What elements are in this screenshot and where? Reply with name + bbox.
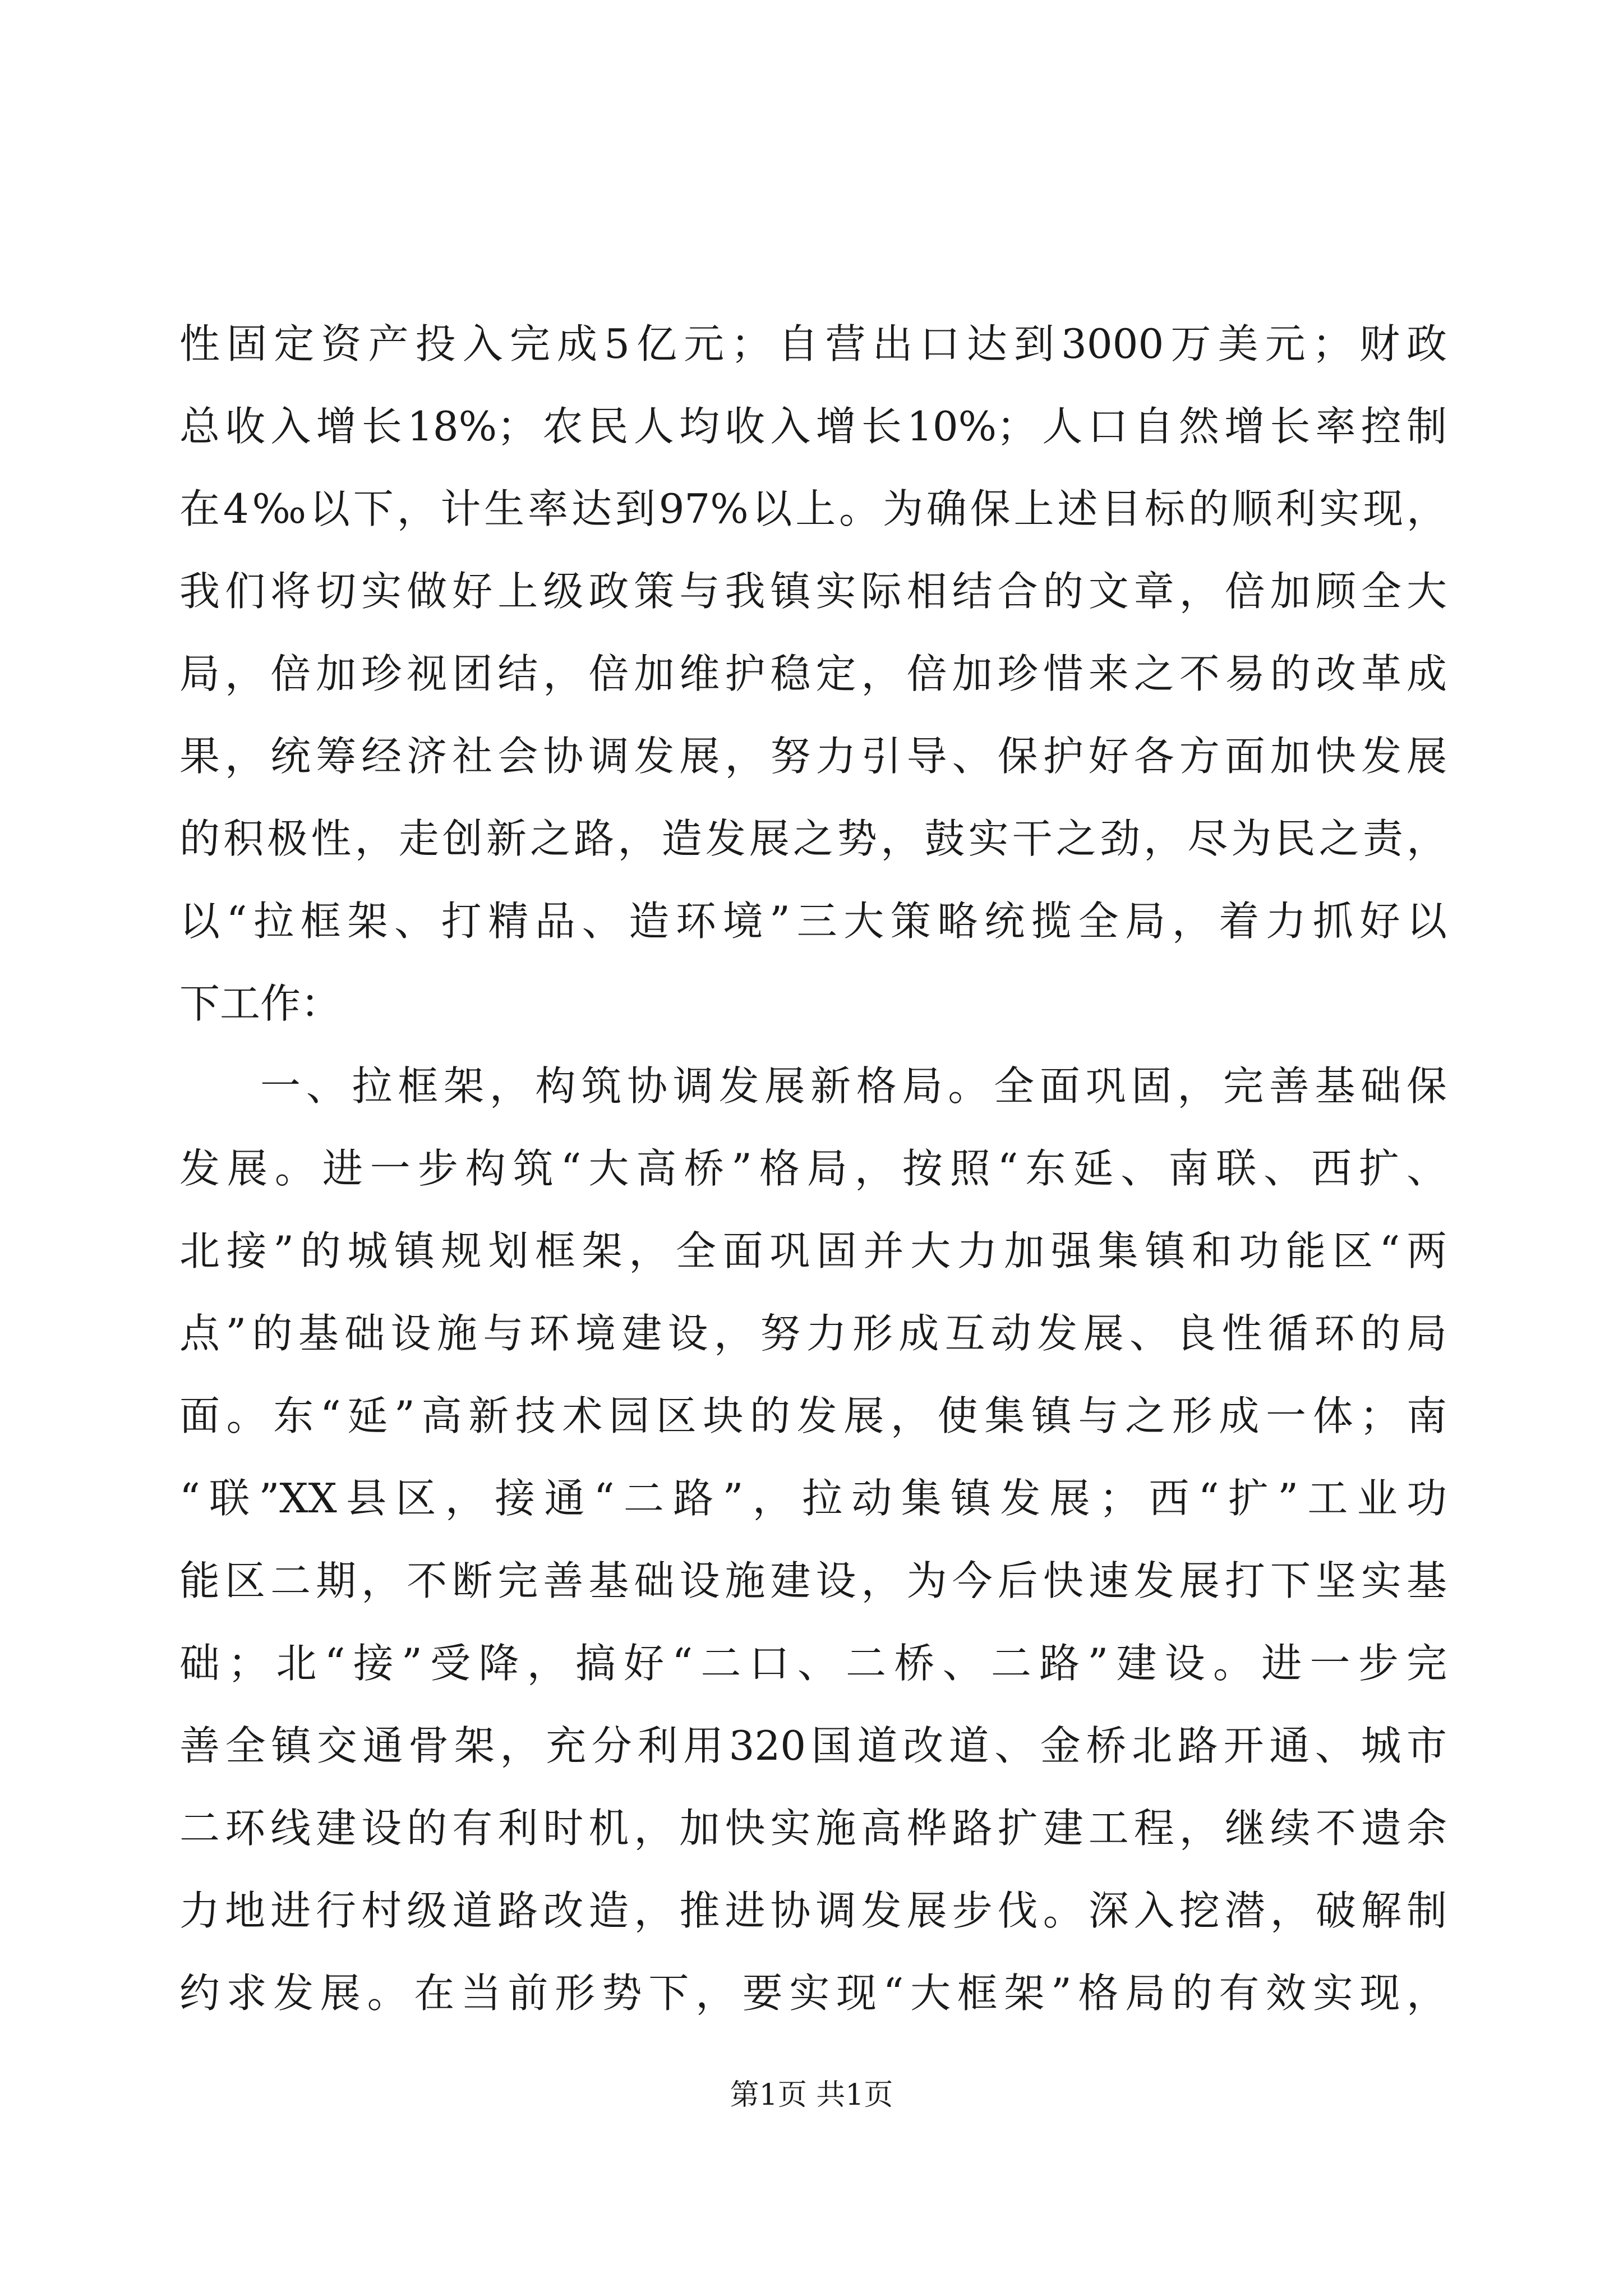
text-line: “联”XX县区，接通“二路”，拉动集镇发展；西“扩”工业功 <box>179 1475 1447 1522</box>
text-line: 面。东“延”高新技术园区块的发展，使集镇与之形成一体；南 <box>179 1392 1447 1439</box>
page-footer <box>0 2076 1623 2115</box>
text-line: 性固定资产投入完成5亿元；自营出口达到3000万美元；财政 <box>179 320 1447 367</box>
text-line: 以“拉框架、打精品、造环境”三大策略统揽全局，着力抓好以 <box>179 898 1447 945</box>
text-line: 总收入增长18%；农民人均收入增长10%；人口自然增长率控制 <box>179 403 1447 450</box>
text-line: 力地进行村级道路改造，推进协调发展步伐。深入挖潜，破解制 <box>179 1887 1447 1934</box>
section-heading-line: 一、拉框架，构筑协调发展新格局。全面巩固，完善基础保 <box>260 1062 1447 1110</box>
document-body <box>179 303 1447 2035</box>
text-line: 二环线建设的有利时机，加快实施高桦路扩建工程，继续不遗余 <box>179 1805 1447 1852</box>
text-line: 约求发展。在当前形势下，要实现“大框架”格局的有效实现， <box>179 1970 1447 2017</box>
text-line: 础；北“接”受降，搞好“二口、二桥、二路”建设。进一步完 <box>179 1640 1447 1687</box>
text-line: 能区二期，不断完善基础设施建设，为今后快速发展打下坚实基 <box>179 1557 1447 1604</box>
text-line: 北接”的城镇规划框架，全面巩固并大力加强集镇和功能区“两 <box>179 1227 1447 1274</box>
text-line: 善全镇交通骨架，充分利用320国道改道、金桥北路开通、城市 <box>179 1722 1447 1769</box>
text-line: 点”的基础设施与环境建设，努力形成互动发展、良性循环的局 <box>179 1310 1447 1357</box>
text-line: 发展。进一步构筑“大高桥”格局，按照“东延、南联、西扩、 <box>179 1145 1447 1192</box>
text-line: 在4‰以下，计生率达到97%以上。为确保上述目标的顺利实现， <box>179 485 1447 532</box>
text-line: 下工作： <box>179 980 342 1027</box>
text-line: 的积极性，走创新之路，造发展之势，鼓实干之劲，尽为民之责， <box>179 815 1447 862</box>
text-line: 我们将切实做好上级政策与我镇实际相结合的文章，倍加顾全大 <box>179 568 1447 615</box>
page-number-label: 第1页 共1页 <box>730 2078 893 2112</box>
text-line: 局，倍加珍视团结，倍加维护稳定，倍加珍惜来之不易的改革成 <box>179 650 1447 697</box>
text-line: 果，统筹经济社会协调发展，努力引导、保护好各方面加快发展 <box>179 733 1447 780</box>
